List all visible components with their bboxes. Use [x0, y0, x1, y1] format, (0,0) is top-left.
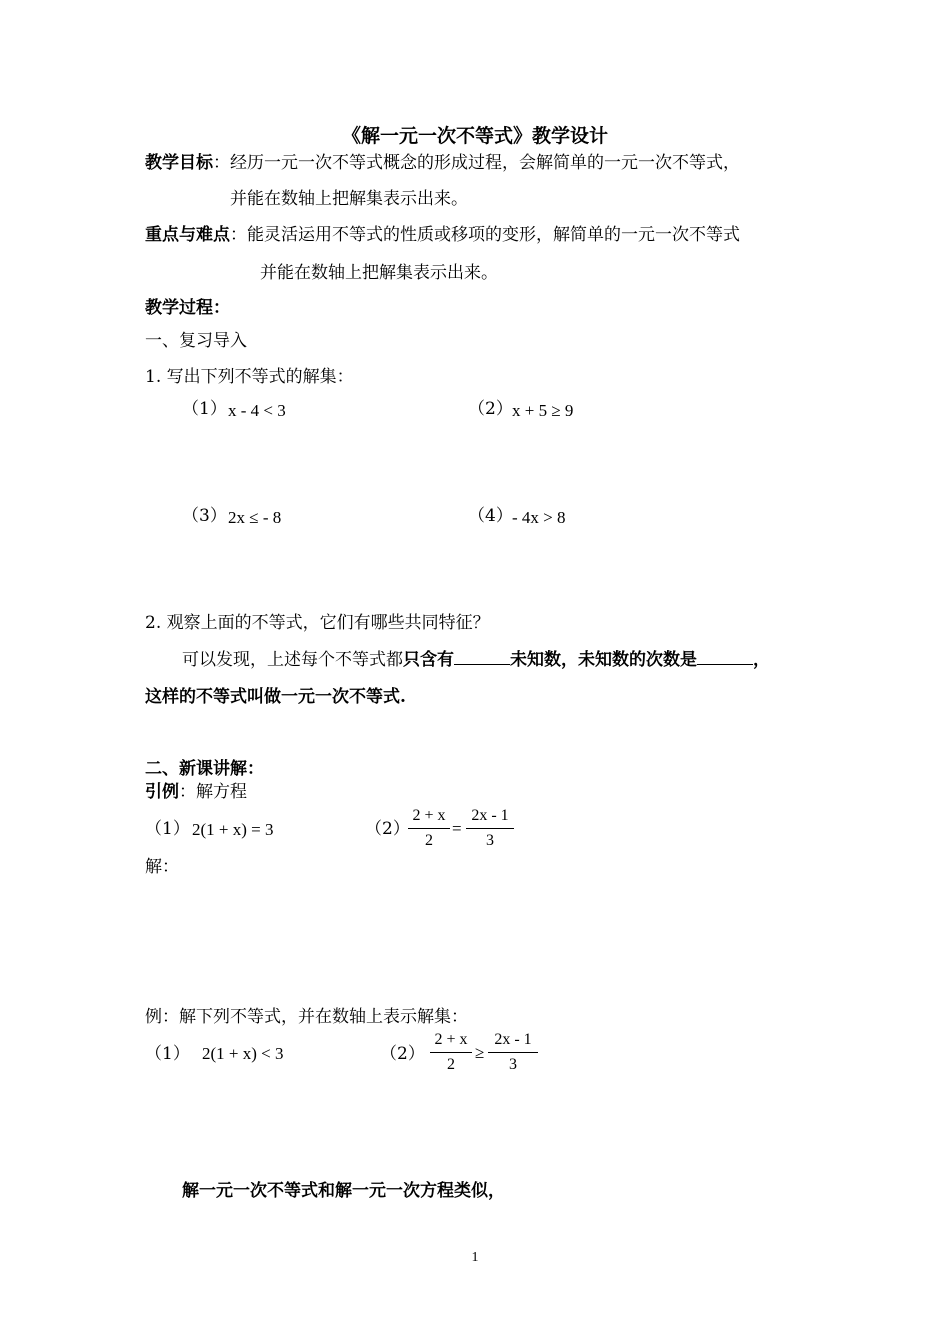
solve-label: 解：: [145, 857, 179, 877]
ineq2-denominator-right: 3: [509, 1056, 517, 1073]
item-3-label: （3）: [182, 506, 227, 526]
page-number: 1: [471, 1250, 479, 1265]
eq2-fraction-right: [466, 806, 514, 851]
ineq2-relation: ≥: [475, 1043, 485, 1062]
item-1-expr: x - 4 < 3: [228, 401, 286, 420]
key-points-label: 重点与难点: [145, 225, 230, 245]
objectives-text: ：经历一元一次不等式概念的形成过程，会解简单的一元一次不等式，: [213, 153, 740, 173]
eq2-fraction-left: [408, 806, 450, 851]
item-4-expr: - 4x > 8: [512, 508, 566, 527]
key-points-line2: 并能在数轴上把解集表示出来。: [260, 263, 498, 283]
item-2-expr: x + 5 ≥ 9: [512, 401, 574, 420]
intro-text: ：解方程: [179, 782, 247, 802]
ineq1-expr: 2(1 + x) < 3: [202, 1044, 284, 1063]
eq2-denominator-left: 2: [425, 832, 433, 849]
page-title: 《解一元一次不等式》教学设计: [341, 125, 608, 147]
eq2-relation: =: [452, 819, 462, 838]
item-2-label: （2）: [468, 399, 513, 419]
observation-text-a: 可以发现，上述每个不等式都: [182, 650, 403, 670]
key-points-line1: [145, 224, 740, 246]
question-2: 2. 观察上面的不等式，它们有哪些共同特征？: [145, 613, 490, 633]
ineq2-denominator-left: 2: [447, 1056, 455, 1073]
section2-heading: 二、新课讲解：: [145, 759, 264, 779]
blank-1: [454, 648, 510, 665]
objectives-line1: [145, 152, 740, 174]
item-1-label: （1）: [182, 399, 227, 419]
observation-text-b: 只含有: [403, 650, 454, 670]
objectives-label: 教学目标: [145, 153, 213, 173]
ineq2-bar-right: [488, 1052, 538, 1053]
ineq2-fraction-left: [430, 1030, 472, 1075]
observation-text-c: 未知数，未知数的次数是: [510, 650, 697, 670]
ineq1-label: （1）: [145, 1044, 190, 1064]
observation-text-d: ，: [753, 650, 770, 670]
key-points-text: ：能灵活运用不等式的性质或移项的变形，解简单的一元一次不等式: [230, 225, 740, 245]
eq2-numerator-left: 2 + x: [412, 807, 446, 824]
eq2-label: （2）: [365, 819, 410, 839]
item-3-expr: 2x ≤ - 8: [228, 508, 282, 527]
intro-line: [145, 781, 247, 803]
example-line: 例：解下列不等式，并在数轴上表示解集：: [145, 1007, 468, 1027]
ineq2-numerator-left: 2 + x: [434, 1031, 468, 1048]
summary-line: 解一元一次不等式和解一元一次方程类似，: [182, 1181, 505, 1201]
process-label: 教学过程：: [145, 298, 230, 318]
observation-line1: [182, 648, 770, 671]
question-1: 1. 写出下列不等式的解集：: [145, 367, 354, 387]
ineq2-label: （2）: [380, 1044, 425, 1064]
eq1-expr: 2(1 + x) = 3: [192, 820, 274, 839]
eq2-numerator-right: 2x - 1: [471, 807, 509, 824]
blank-2: [697, 648, 753, 665]
ineq2-bar-left: [430, 1052, 472, 1053]
objectives-line2: 并能在数轴上把解集表示出来。: [230, 189, 468, 209]
section1-heading: 一、复习导入: [145, 331, 247, 351]
ineq2-numerator-right: 2x - 1: [494, 1031, 532, 1048]
eq2-bar-left: [408, 828, 450, 829]
eq2-bar-right: [466, 828, 514, 829]
intro-label: 引例: [145, 782, 179, 802]
eq1-label: （1）: [145, 819, 190, 839]
eq2-denominator-right: 3: [486, 832, 494, 849]
observation-line2: 这样的不等式叫做一元一次不等式.: [145, 687, 406, 707]
item-4-label: （4）: [468, 506, 513, 526]
ineq2-fraction-right: [488, 1030, 538, 1075]
